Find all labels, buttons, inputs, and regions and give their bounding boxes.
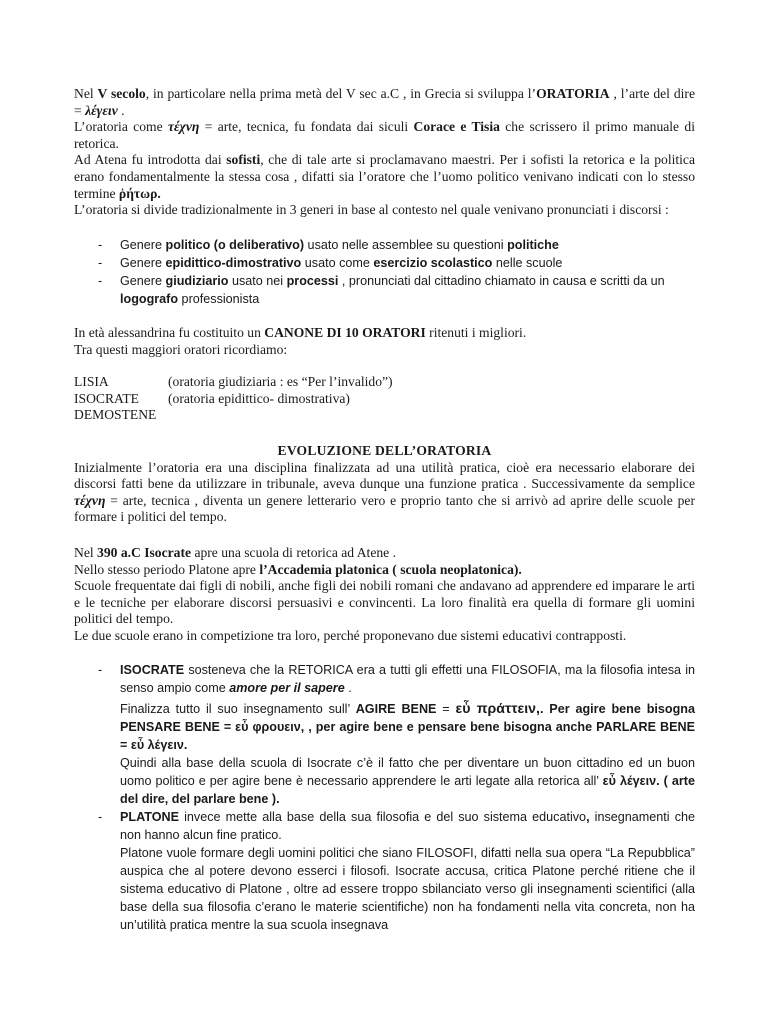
list-item <box>74 272 695 308</box>
platone-paragraph-2 <box>120 844 695 934</box>
oratore-name: DEMOSTENE <box>74 407 157 423</box>
text-run: . <box>344 681 352 695</box>
text-run: = arte, tecnica, fu fondata dai siculi <box>199 119 414 135</box>
text-run: che scrissero il primo manuale di retorica. <box>74 119 695 151</box>
text-run: , in particolare nella prima metà del V sec a.C , in Grecia si sviluppa l’ <box>145 86 537 101</box>
text-run: Scuole frequentate dai figli di nobili, anche figli dei nobili romani che andavano ad apprendere ed imparare le arti e le tecniche per elaborare discorsi persuasivi e convincenti. La loro finalità era quella di formare gli uomini politici del tempo. <box>74 578 695 627</box>
text-run: , che di tale arte si proclamavano maestri. Per i sofisti la retorica e la politica erano fondamentalmente la stessa cosa , difatti sia l’oratore che l’uomo politico venivano indicati con lo stesso termine <box>74 152 695 201</box>
list-item-isocrate <box>74 661 695 808</box>
text-run: apre una scuola di retorica ad Atene . <box>191 545 396 560</box>
text-run: L’oratoria si divide tradizionalmente in 3 generi in base al contesto nel quale venivano pronunciati i discorsi : <box>74 202 669 218</box>
scuole-paragraph-3 <box>74 578 695 628</box>
list-item <box>74 254 695 272</box>
text-run: τέχνη <box>167 119 200 135</box>
text-run: epidittico-dimostrativo <box>165 256 302 270</box>
text-run: l’Accademia platonica ( scuola neoplatonica). <box>259 561 522 577</box>
text-run: giudiziario <box>165 274 229 288</box>
text-run: λέγειν <box>85 102 118 118</box>
text-run: usato come <box>301 256 374 270</box>
text-run: . <box>117 102 125 118</box>
scuole-paragraph-2 <box>74 562 695 579</box>
text-run: = arte, tecnica , diventa un genere letterario vero e proprio tanto che si arrivò ad aprire delle scuole per formare i politici del tempo. <box>74 492 695 525</box>
text-run: Genere <box>120 274 166 288</box>
text-run: L’oratoria come <box>74 119 168 135</box>
text-run: Le due scuole erano in competizione tra loro, perché proponevano due sistemi educativi contrapposti. <box>74 627 627 643</box>
text-run: Genere <box>120 256 166 270</box>
text-run: ῥήτωρ. <box>118 185 161 201</box>
evoluzione-paragraph <box>74 460 695 526</box>
text-run: processi <box>286 274 339 288</box>
text-run: sofisti <box>226 152 261 168</box>
text-run: , <box>586 810 590 824</box>
list-item-platone <box>74 808 695 934</box>
isocrate-paragraph-2 <box>120 699 695 754</box>
canone-paragraph-1 <box>74 325 695 342</box>
text-run: usato nelle assemblee su questioni <box>304 238 508 252</box>
text-run: Finalizza tutto il suo insegnamento sull’ <box>120 702 356 716</box>
text-run: Nello stesso periodo Platone apre <box>74 561 260 577</box>
text-run: Platone vuole formare degli uomini politici che siano FILOSOFI, difatti nella sua opera “La Repubblica” auspica che al potere devono esserci i filosofi. Isocrate accusa, critica Platone perché ritiene che il sistema educativo di Platone , oltre ad essere troppo sbilanciato verso gli insegnamenti scientifici (alla base della sua filosofia c’erano le materie scientifiche) non ha fondamenti nella vita concreta, non ha un’utilità pratica mentre la sua scuola insegnava <box>120 846 695 932</box>
oratori-table <box>74 374 393 424</box>
text-run: nelle scuole <box>492 256 563 270</box>
scuole-section <box>74 545 695 645</box>
text-run: professionista <box>178 292 260 306</box>
list-dash: - <box>98 274 103 288</box>
oratore-name: ISOCRATE <box>74 390 139 406</box>
list-dash: - <box>98 663 103 677</box>
intro-paragraph-2 <box>74 119 695 152</box>
text-run: Corace e Tisia <box>413 119 500 135</box>
evoluzione-section <box>74 443 695 526</box>
text-run: εὖ πράττειν, <box>455 700 540 716</box>
text-run: Quindi alla base della scuola di Isocrate c’è il fatto che per diventare un buon cittadino ed un buon uomo politico e per agire bene è necessario apprendere le arti legate alla retorica all’ <box>120 756 695 788</box>
text-run: ORATORIA <box>536 86 610 101</box>
scuole-paragraph-4 <box>74 628 695 645</box>
list-item-text <box>120 256 562 270</box>
text-run: sosteneva che la RETORICA era a tutti gli effetti una FILOSOFIA, ma la filosofia intesa in senso ampio come <box>120 663 695 695</box>
list-dash: - <box>98 810 103 824</box>
text-run: amore per il sapere <box>229 681 345 695</box>
isocrate-paragraph-1 <box>120 661 695 697</box>
text-run: Tra questi maggiori oratori ricordiamo: <box>74 341 288 357</box>
isocrate-paragraph-3 <box>120 754 695 808</box>
table-row <box>74 374 393 391</box>
list-dash: - <box>98 238 103 252</box>
text-run: Genere <box>120 238 166 252</box>
list-item-text <box>120 238 559 252</box>
text-run: τέχνη <box>74 492 106 508</box>
text-run: , l’arte del dire = <box>74 86 695 118</box>
text-run: Nel <box>74 545 98 560</box>
text-run: AGIRE BENE <box>355 702 437 716</box>
text-run: = <box>436 702 456 716</box>
intro-paragraph-4 <box>74 202 695 219</box>
canone-paragraph-2 <box>74 342 695 359</box>
platone-paragraph-1 <box>120 808 695 844</box>
scuole-paragraph-1 <box>74 545 695 562</box>
intro-paragraph-1 <box>74 86 695 119</box>
generi-list <box>74 236 695 308</box>
text-run: invece mette alla base della sua filosofia e del suo sistema educativo <box>179 810 587 824</box>
list-item <box>74 236 695 254</box>
section-title: EVOLUZIONE DELL’ORATORIA <box>277 443 492 458</box>
table-row <box>74 391 393 408</box>
table-row <box>74 407 393 424</box>
text-run: Inizialmente l’oratoria era una disciplina finalizzata ad una utilità pratica, cioè era necessario elaborare dei discorsi fatti bene da utilizzare in tribunale, aveva dunque una funzione pratica . Successivamente da semplice <box>74 459 695 492</box>
text-run: , pronunciati dal cittadino chiamato in causa e scritti da un <box>338 274 665 288</box>
scuole-list <box>74 661 695 934</box>
text-run: insegnamenti che non hanno alcun fine pratico. <box>120 810 695 842</box>
intro-section <box>74 86 695 219</box>
text-run: ritenuti i migliori. <box>425 325 527 340</box>
oratore-desc: (oratoria epidittico- dimostrativa) <box>168 390 350 406</box>
text-run: logografo <box>120 292 179 306</box>
text-run: CANONE DI 10 ORATORI <box>264 325 426 340</box>
oratore-name: LISIA <box>74 374 109 390</box>
text-run: Ad Atena fu introdotta dai <box>74 152 227 168</box>
text-run: esercizio scolastico <box>373 256 493 270</box>
text-run: εὖ λέγειν. ( arte del dire, del parlare bene ). <box>120 774 695 806</box>
text-run: In età alessandrina fu costituito un <box>74 325 265 340</box>
text-run: PLATONE <box>120 810 180 824</box>
text-run: ISOCRATE <box>120 663 185 677</box>
intro-paragraph-3 <box>74 152 695 202</box>
text-run: politiche <box>507 238 559 252</box>
canone-section <box>74 325 695 424</box>
text-run: 390 a.C Isocrate <box>97 545 192 560</box>
text-run: . Per agire bene bisogna PENSARE BENE = εὖ φρουειν, , per agire bene e pensare bene bisogna anche PARLARE BENE = εὖ λέγειν. <box>120 702 696 752</box>
oratore-desc <box>168 407 393 424</box>
text-run: usato nei <box>228 274 287 288</box>
text-run: politico (o deliberativo) <box>165 238 305 252</box>
list-item-text <box>120 274 665 306</box>
oratore-desc: (oratoria giudiziaria : es “Per l’invalido”) <box>168 374 393 390</box>
list-dash: - <box>98 256 103 270</box>
text-run: V secolo <box>97 86 146 101</box>
text-run: Nel <box>74 86 98 101</box>
